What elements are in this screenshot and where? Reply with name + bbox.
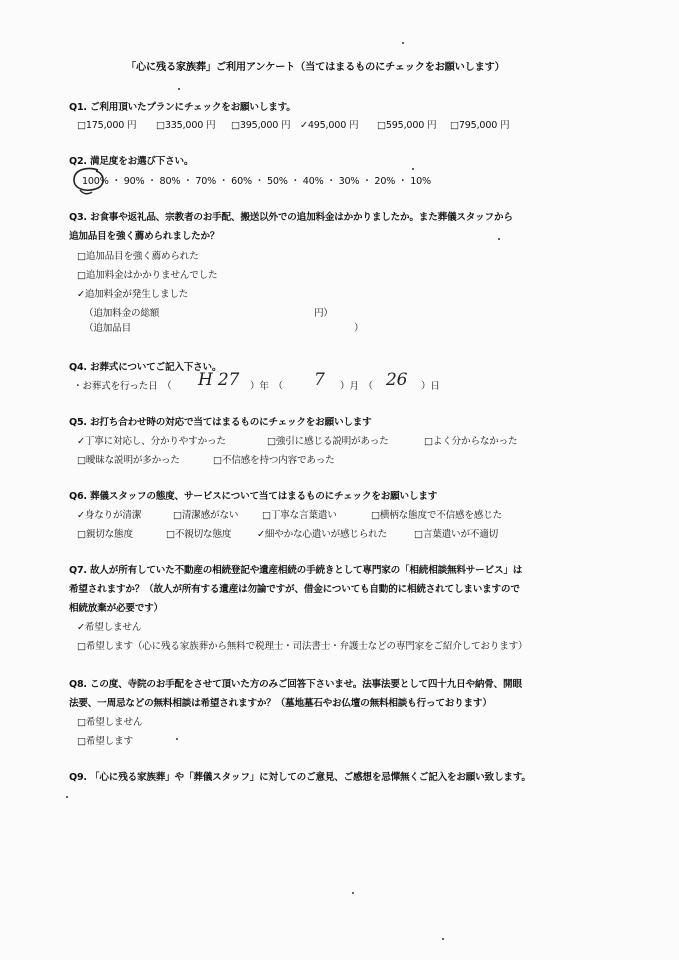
q5-option-unclear[interactable]: □よく分からなかった <box>424 436 518 447</box>
q8-option-request[interactable]: □希望します <box>77 736 133 747</box>
q3-total-unit: 円） <box>314 308 333 319</box>
q1-option-175000[interactable]: □175,000 円 <box>77 120 137 131</box>
q4-day[interactable]: 26 <box>386 370 408 390</box>
q4-month-label: ）月 （ <box>340 381 373 392</box>
q5-option-distrust[interactable]: □不信感を持つ内容であった <box>213 455 335 466</box>
q8-question-line2: 法要、一周忌などの無料相談は希望されますか？（墓地墓石やお仏壇の無料相談も行っております） <box>69 698 492 709</box>
q3-option-pushed-items[interactable]: □追加品目を強く薦められた <box>77 251 199 262</box>
q7-option-decline[interactable]: ✓希望しません <box>77 622 142 633</box>
q4-date-prefix: ・お葬式を行った日 （ <box>73 381 172 392</box>
q6-option-polite-words[interactable]: □丁寧な言葉遣い <box>262 510 337 521</box>
q1-option-335000[interactable]: □335,000 円 <box>156 120 216 131</box>
q5-question: Q5. お打ち合わせ時の対応で当てはまるものにチェックをお願いします <box>69 417 372 428</box>
q6-question: Q6. 葬儀スタッフの態度、サービスについて当てはまるものにチェックをお願いします <box>69 491 438 502</box>
q3-question-line1: Q3. お食事や返礼品、宗教者のお手配、搬送以外での追加料金はかかりましたか。また葬儀スタッフから <box>69 212 513 223</box>
scan-speck <box>66 796 68 798</box>
q8-question-line1: Q8. この度、寺院のお手配をさせて頂いた方のみご回答下さいませ。法事法要として四十九日や納骨、開眼 <box>69 679 522 690</box>
q5-option-pushy[interactable]: □強引に感じる説明があった <box>267 436 389 447</box>
q3-items-label: （追加品目 <box>84 323 131 334</box>
q9-question: Q9. 「心に残る家族葬」や「葬儀スタッフ」に対してのご意見、ご感想を忌憚無くご記入をお願い致します。 <box>69 772 531 783</box>
scan-speck <box>178 88 180 90</box>
scan-speck <box>176 738 178 740</box>
scan-speck <box>442 938 444 940</box>
q6-option-unkind[interactable]: □不親切な態度 <box>166 529 232 540</box>
scan-speck <box>498 238 500 240</box>
q4-question: Q4. お葬式についてご記入下さい。 <box>69 362 222 373</box>
q6-option-rude-words[interactable]: □言葉遣いが不適切 <box>414 529 499 540</box>
q9-comment-area[interactable] <box>69 792 629 932</box>
q5-option-vague[interactable]: □曖昧な説明が多かった <box>77 455 180 466</box>
q6-option-attentive[interactable]: ✓細やかな心遣いが感じられた <box>257 529 387 540</box>
q7-question-line3: 相続放棄が必要です） <box>69 603 163 614</box>
q7-question-line1: Q7. 故人が所有していた不動産の相続登記や遺産相続の手続きとして専門家の「相続相談無料サービス」は <box>69 565 523 576</box>
survey-title: 「心に残る家族葬」ご利用アンケート（当てはまるものにチェックをお願いします） <box>126 62 505 73</box>
q3-option-extra-fee[interactable]: ✓追加料金が発生しました <box>77 289 189 300</box>
q7-option-request[interactable]: □希望します（心に残る家族葬から無料で税理士・司法書士・弁護士などの専門家をご紹介しております） <box>77 641 528 652</box>
q1-option-795000[interactable]: □795,000 円 <box>450 120 510 131</box>
q8-option-decline[interactable]: □希望しません <box>77 717 143 728</box>
q6-option-unclean[interactable]: □清潔感がない <box>173 510 239 521</box>
q6-option-arrogant[interactable]: □横柄な態度で不信感を感じた <box>371 510 502 521</box>
q3-option-no-extra-fee[interactable]: □追加料金はかかりませんでした <box>77 270 218 281</box>
q6-option-kind[interactable]: □親切な態度 <box>77 529 133 540</box>
q5-option-polite[interactable]: ✓丁寧に対応し、分かりやすかった <box>77 436 226 447</box>
q4-era-year[interactable]: H 27 <box>198 370 240 390</box>
q3-question-line2: 追加品目を強く薦められましたか？ <box>69 231 220 242</box>
q6-option-neat[interactable]: ✓身なりが清潔 <box>77 510 142 521</box>
scan-speck <box>412 168 414 170</box>
q1-option-595000[interactable]: □595,000 円 <box>377 120 437 131</box>
scan-speck <box>402 42 404 44</box>
q7-question-line2: 希望されますか？（故人が所有する遺産は勿論ですが、借金についても自動的に相続されてしまいますので <box>69 584 520 595</box>
q1-option-395000[interactable]: □395,000 円 <box>231 120 291 131</box>
q3-items-close: ） <box>354 323 364 334</box>
q2-question: Q2. 満足度をお選び下さい。 <box>69 156 194 167</box>
q3-total-label: （追加料金の総額 <box>84 308 160 319</box>
q1-option-495000[interactable]: ✓495,000 円 <box>300 120 359 131</box>
scan-speck <box>352 892 354 894</box>
q4-month[interactable]: 7 <box>314 370 325 390</box>
q1-question: Q1. ご利用頂いたプランにチェックをお願いします。 <box>69 102 296 113</box>
q2-satisfaction-scale[interactable]: 100% ・ 90% ・ 80% ・ 70% ・ 60% ・ 50% ・ 40% ・ 30% ・ 20% ・ 10% <box>82 176 431 187</box>
q4-day-label: ）日 <box>421 381 440 392</box>
q4-year-label: ）年 （ <box>250 381 283 392</box>
